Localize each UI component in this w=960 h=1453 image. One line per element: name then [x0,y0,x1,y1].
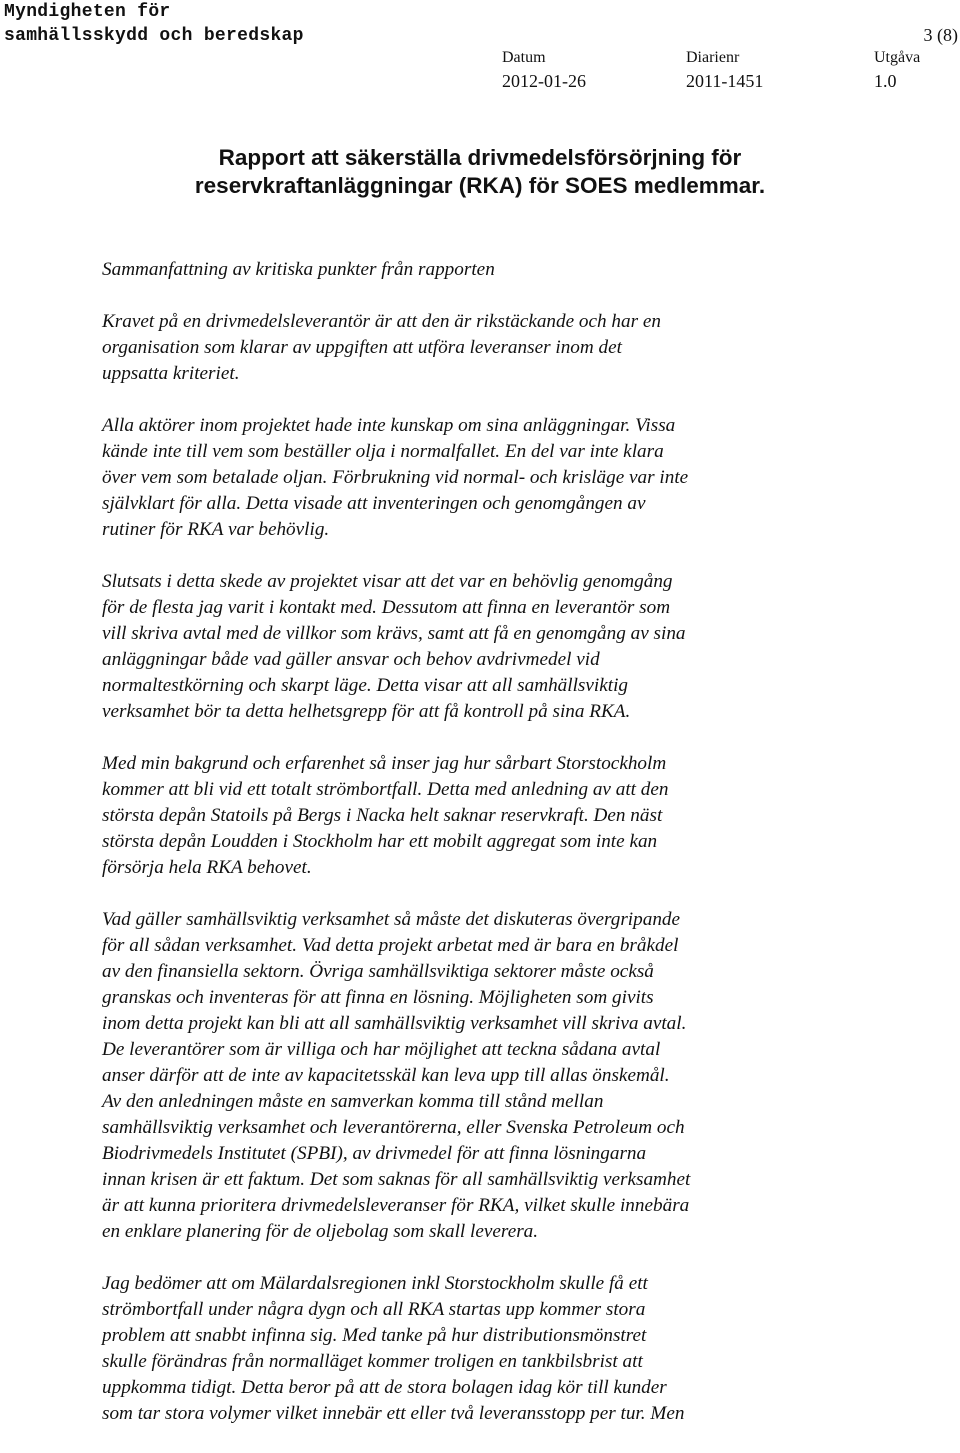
document-body [102,257,932,1453]
diarienr-value: 2011-1451 [686,71,764,91]
paragraph: Alla aktörer inom projektet hade inte kunskap om sina anläggningar. Vissa kände inte till vem som beställer olja i normalfallet. En del var inte klara över vem som betalade oljan. Förbrukning vid normal- och krisläge var inte självklart för alla. Detta visade att inventeringen och genomgången av rutiner för RKA var behövlig. [102,415,689,540]
paragraph: Slutsats i detta skede av projektet visar att det var en behövlig genomgång för de flesta jag varit i kontakt med. Dessutom att finna en leverantör som vill skriva avtal med de villkor som krävs, samt att få en genomgång av sina anläggningar både vad gäller ansvar och behov avdrivmedel vid normaltestkörning och skarpt läge. Detta visar att all samhällsviktig verksamhet bör ta detta helhetsgrepp för att få kontroll på sina RKA. [102,571,686,722]
diarienr-label: Diarienr [686,49,740,66]
version-label: Utgåva [874,49,921,66]
date-label: Datum [502,49,546,66]
meta-version [874,48,920,94]
paragraph: Vad gäller samhällsviktig verksamhet så måste det diskuteras övergripande för all sådan verksamhet. Vad detta projekt arbetat med är bara en bråkdel av den finansiella sektorn. Övriga samhällsviktiga sektorer måste också granskas och inventeras för att finna en lösning. Möjligheten som givits inom detta projekt kan bli att all samhällsviktig verksamhet vill skriva avtal. De leverantörer som är villiga och har möjlighet att teckna sådana avtal anser därför att de inte av kapacitetsskäl kan leva upp till allas önskemål. Av den anledningen måste en samverkan komma till stånd mellan samhällsviktig verksamhet och leverantörerna, eller Svenska Petroleum och Biodrivmedels Institutet (SPBI), av drivmedel för att finna lösningarna innan krisen är ett faktum. Det som saknas för all samhällsviktig verksamhet är att kunna prioritera drivmedelsleveranser för RKA, vilket skulle innebära en enklare planering för de oljebolag som skall leverera. [102,909,691,1242]
page-number: 3 (8) [923,25,958,45]
date-value: 2012-01-26 [502,71,586,91]
meta-date [502,48,586,94]
paragraph: Jag bedömer att om Mälardalsregionen inkl Storstockholm skulle få ett strömbortfall under några dygn och all RKA startas upp kommer stora problem att snabbt infinna sig. Med tanke på hur distributionsmönstret skulle förändras från normalläget kommer troligen en tankbilsbrist att uppkomma tidigt. Detta beror på att de stora bolagen idag kör till kunder som tar stora volymer vilket innebär ett eller två leveransstopp per tur. Men [102,1273,685,1424]
organization-name-line1: Myndigheten för [4,2,171,22]
document-title-line1: Rapport att säkerställa drivmedelsförsörjning för [218,145,742,170]
meta-diarienr [686,48,763,94]
organization-name [4,0,304,48]
version-value: 1.0 [874,71,897,91]
organization-name-line2: samhällsskydd och beredskap [4,26,304,46]
document-title [0,144,960,200]
paragraph: Kravet på en drivmedelsleverantör är att den är rikstäckande och har en organisation som klarar av uppgiften att utföra leveranser inom det uppsatta kriteriet. [102,311,661,384]
paragraph: Med min bakgrund och erfarenhet så inser jag hur sårbart Storstockholm kommer att bli vid ett totalt strömbortfall. Detta med anledning av att den största depån Statoils på Bergs i Nacka helt saknar reservkraft. Den näst största depån Loudden i Stockholm har ett mobilt aggregat som inte kan försörja hela RKA behovet. [102,753,669,878]
section-heading: Sammanfattning av kritiska punkter från rapporten [102,259,495,280]
document-title-line2: reservkraftanläggningar (RKA) för SOES medlemmar. [194,173,766,198]
